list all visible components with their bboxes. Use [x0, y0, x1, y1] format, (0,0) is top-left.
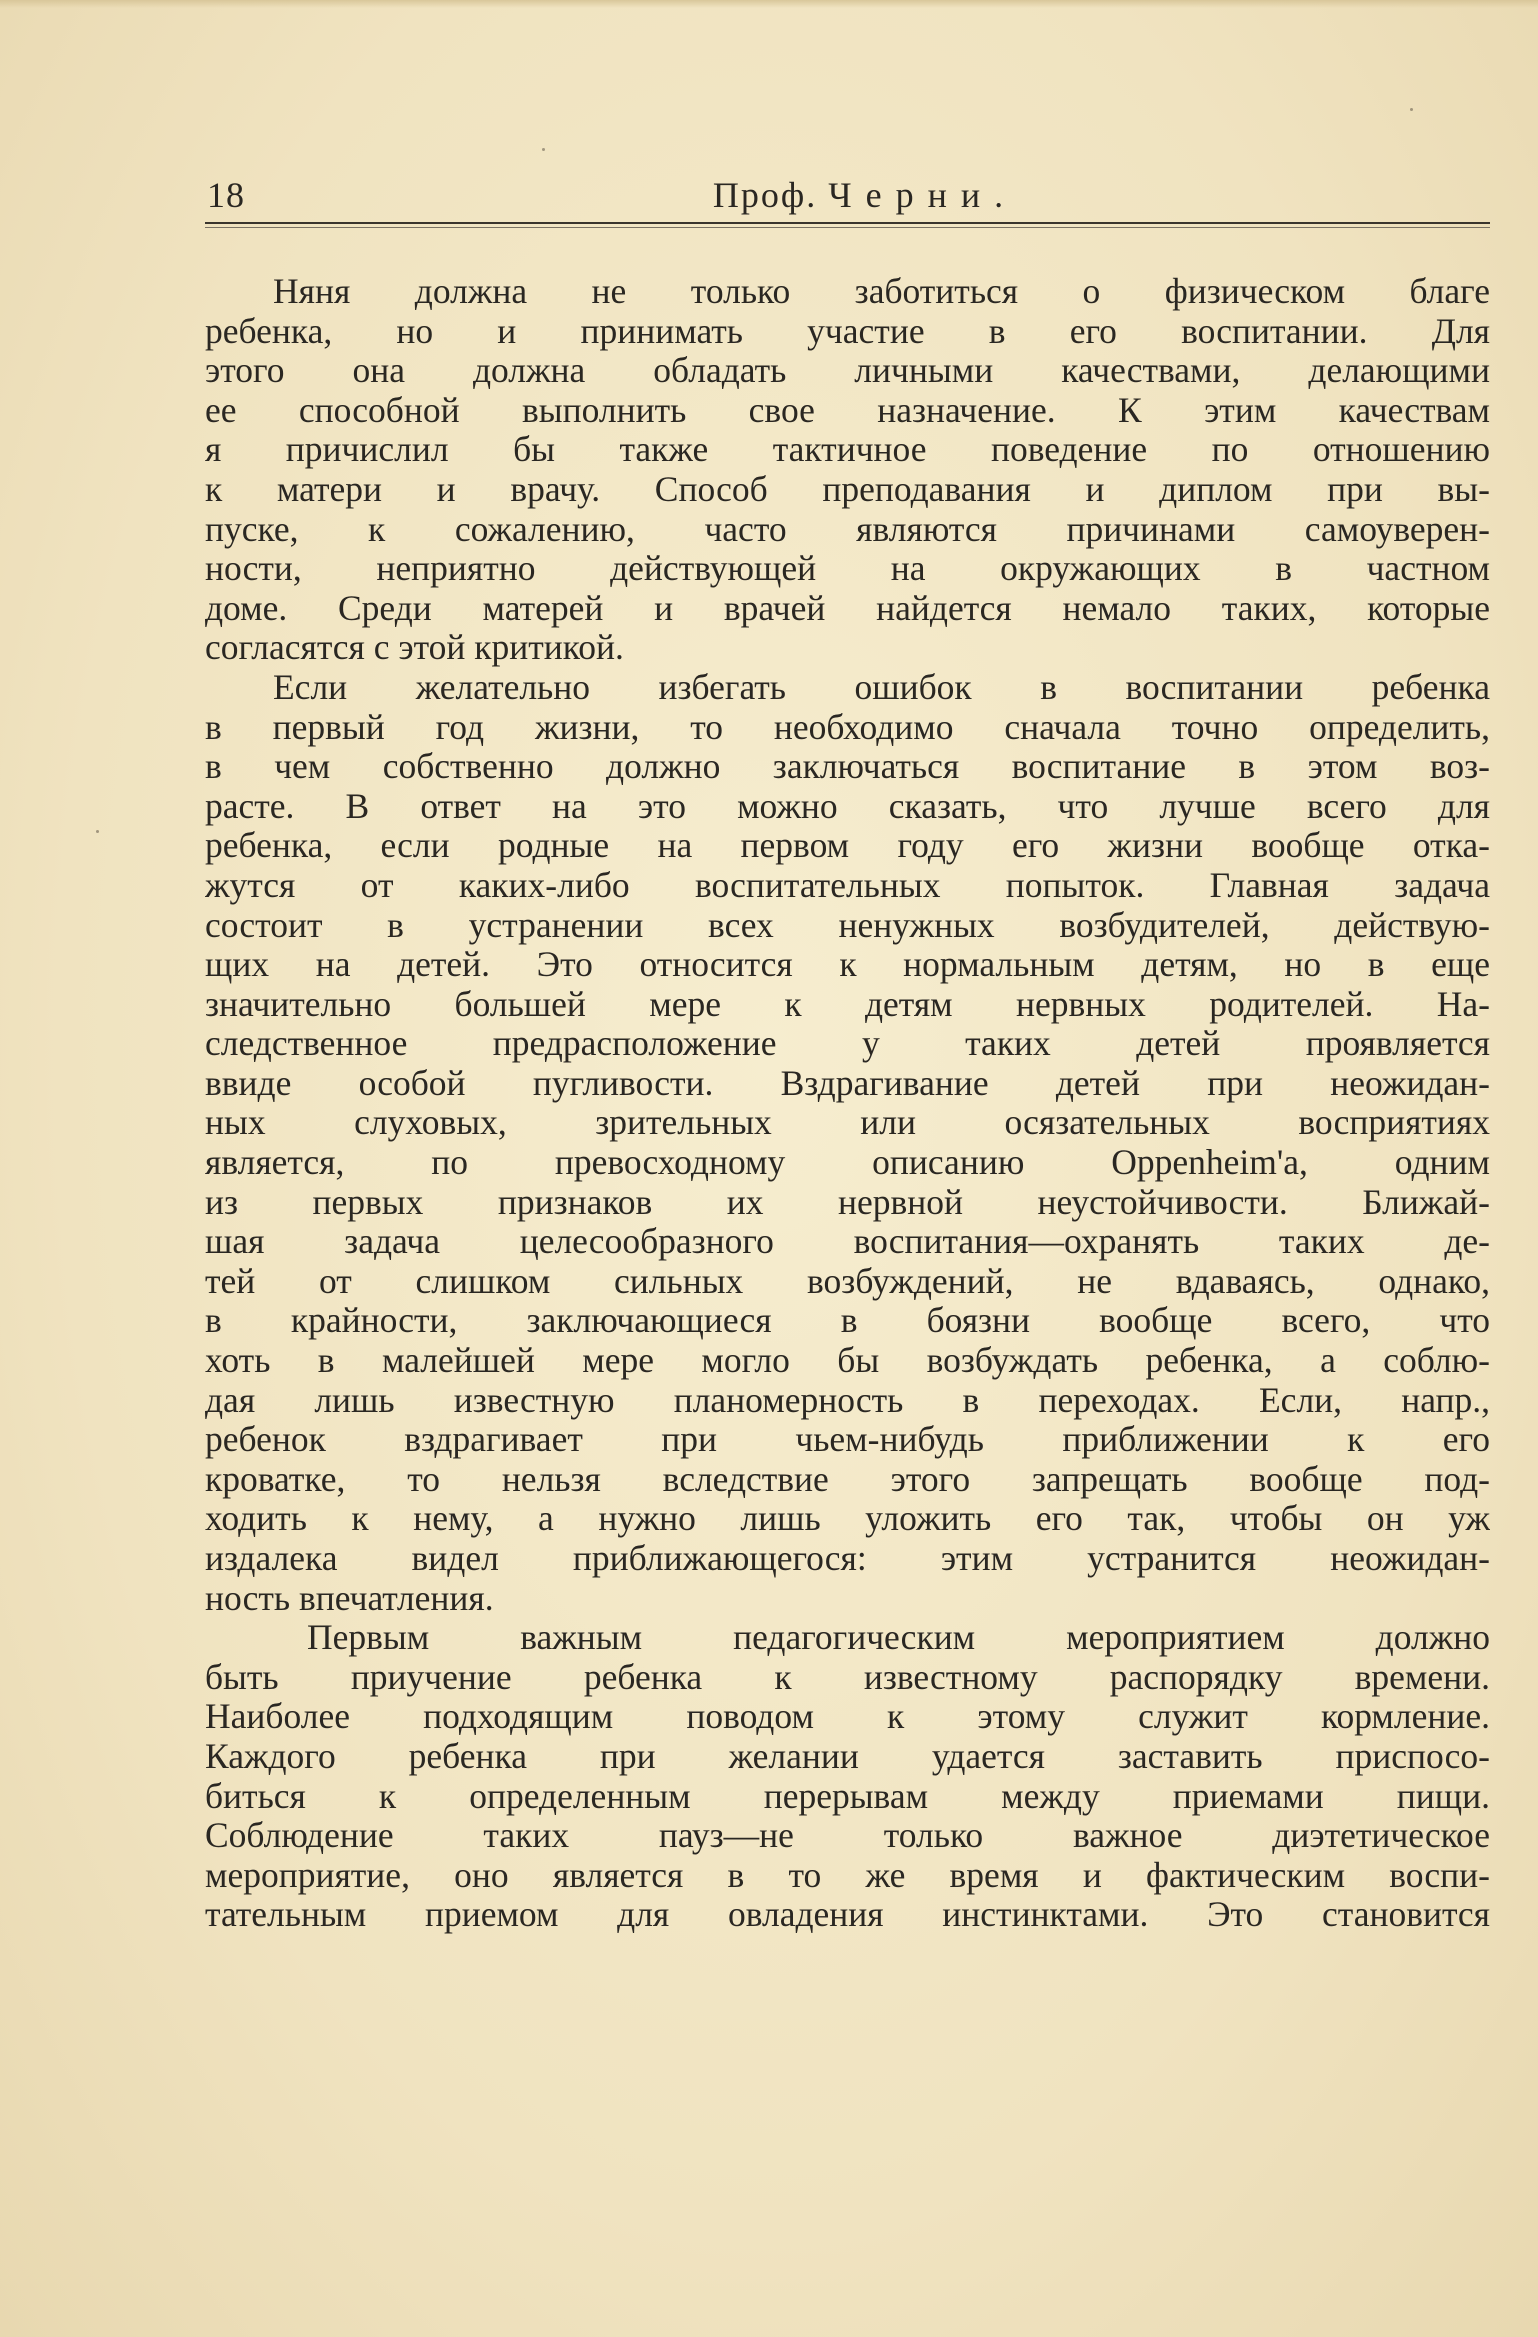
text-line: в крайности, заключающиеся в боязни вообще всего, что: [205, 1301, 1490, 1341]
paper-speck: [1410, 108, 1413, 111]
running-head-prof: Проф.: [712, 175, 818, 215]
header-rule-thin: [205, 227, 1490, 228]
text-line: в чем собственно должно заключаться воспитание в этом воз-: [205, 747, 1490, 787]
text-line: тей от слишком сильных возбуждений, не вдаваясь, однако,: [205, 1261, 1490, 1301]
text-line: Каждого ребенка при желании удается заставить приспосо-: [205, 1736, 1490, 1776]
running-head-title: [685, 174, 1045, 216]
paper-speck: [96, 830, 99, 833]
paper-speck: [542, 148, 545, 151]
text-line: Наиболее подходящим поводом к этому служит кормление.: [205, 1697, 1490, 1737]
running-header: [205, 170, 1490, 220]
text-line: ребенок вздрагивает при чьем-нибудь приближении к его: [205, 1420, 1490, 1460]
text-line: значительно большей мере к детям нервных родителей. На-: [205, 984, 1490, 1024]
text-line: в первый год жизни, то необходимо сначала точно определить,: [205, 707, 1490, 747]
text-line: к матери и врачу. Способ преподавания и диплом при вы-: [205, 469, 1490, 509]
text-line: ввиде особой пугливости. Вздрагивание детей при неожидан-: [205, 1063, 1490, 1103]
text-line: Соблюдение таких пауз—не только важное диэтетическое: [205, 1816, 1490, 1856]
text-line: согласятся с этой критикой.: [205, 628, 624, 668]
text-line: мероприятие, оно является в то же время и фактическим воспи-: [205, 1855, 1490, 1895]
text-line: Няня должна не только заботиться о физическом благе: [273, 272, 1490, 311]
text-line: Первым важным педагогическим мероприятием должно: [307, 1618, 1490, 1658]
text-line: из первых признаков их нервной неустойчивости. Ближай-: [205, 1182, 1490, 1222]
text-line: я причислил бы также тактичное поведение по отношению: [205, 430, 1490, 470]
text-line: доме. Среди матерей и врачей найдется немало таких, которые: [205, 588, 1490, 628]
text-line: шая задача целесообразного воспитания—охранять таких де-: [205, 1222, 1490, 1262]
running-head-author: Черни.: [828, 175, 1018, 215]
text-line: состоит в устранении всех ненужных возбудителей, действую-: [205, 905, 1490, 945]
text-line: щих на детей. Это относится к нормальным детям, но в еще: [205, 945, 1490, 985]
text-line: ребенка, но и принимать участие в его воспитании. Для: [205, 311, 1490, 351]
paragraph: [205, 668, 1490, 1618]
paragraph: [205, 272, 1490, 668]
text-line: ее способной выполнить свое назначение. К этим качествам: [205, 390, 1490, 430]
text-line: тательным приемом для овладения инстинктами. Это становится: [205, 1895, 1490, 1935]
text-line: быть приучение ребенка к известному распорядку времени.: [205, 1657, 1490, 1697]
text-line: является, по превосходному описанию Oppenheim'а, одним: [205, 1143, 1490, 1183]
text-line: этого она должна обладать личными качествами, делающими: [205, 351, 1490, 391]
body-text: [205, 272, 1490, 1935]
paragraph: [205, 1618, 1490, 1935]
text-line: биться к определенным перерывам между приемами пищи.: [205, 1776, 1490, 1816]
text-line: дая лишь известную планомерность в переходах. Если, напр.,: [205, 1380, 1490, 1420]
text-line: следственное предрасположение у таких детей проявляется: [205, 1024, 1490, 1064]
text-line: кроватке, то нельзя вследствие этого запрещать вообще под-: [205, 1459, 1490, 1499]
text-line: издалека видел приближающегося: этим устранится неожидан-: [205, 1539, 1490, 1578]
page-number: 18: [207, 175, 245, 215]
text-line: пуске, к сожалению, часто являются причинами самоуверен-: [205, 509, 1490, 549]
text-line: жутся от каких-либо воспитательных попыток. Главная задача: [205, 865, 1490, 905]
text-line: Если желательно избегать ошибок в воспитании ребенка: [273, 667, 1490, 707]
text-line: ность впечатления.: [205, 1578, 494, 1618]
text-line: хоть в малейшей мере могло бы возбуждать ребенка, а соблю-: [205, 1341, 1490, 1381]
text-line: ности, неприятно действующей на окружающих в частном: [205, 549, 1490, 589]
header-rule: [205, 222, 1490, 224]
text-line: ходить к нему, а нужно лишь уложить его так, чтобы он уж: [205, 1499, 1490, 1539]
page-top-edge: [0, 0, 1538, 8]
text-line: ребенка, если родные на первом году его жизни вообще отка-: [205, 826, 1490, 866]
text-line: ных слуховых, зрительных или осязательных восприятиях: [205, 1103, 1490, 1143]
text-line: расте. В ответ на это можно сказать, что лучше всего для: [205, 786, 1490, 826]
